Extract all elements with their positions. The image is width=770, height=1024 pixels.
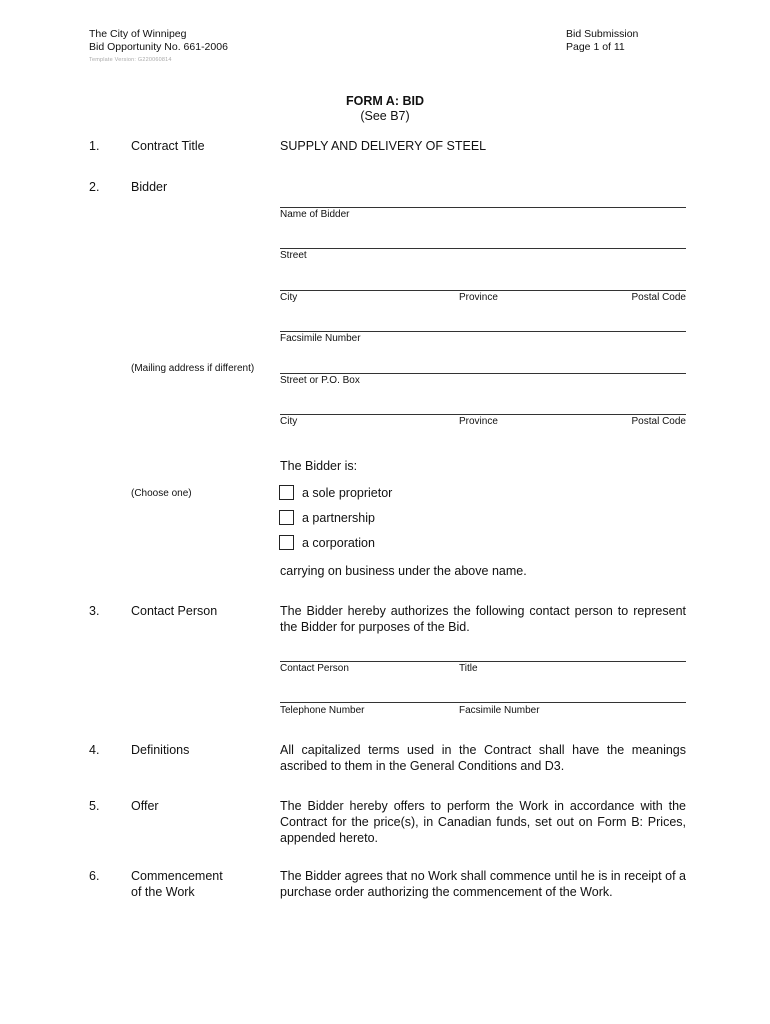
section-1-number: 1. xyxy=(89,139,100,153)
template-version: Template Version: G220060814 xyxy=(89,57,172,63)
section-4-label: Definitions xyxy=(131,743,190,757)
header-right xyxy=(566,28,638,54)
carrying-on-business-text: carrying on business under the above name. xyxy=(280,564,527,578)
offer-text: The Bidder hereby offers to perform the Work in accordance with the Contract for the price(s), in Canadian funds, set out on Form B: Prices, appended hereto. xyxy=(280,799,686,845)
name-of-bidder-label: Name of Bidder xyxy=(280,209,350,220)
corporation-checkbox[interactable] xyxy=(279,535,294,550)
form-subtitle: (See B7) xyxy=(360,109,410,123)
province-label: Province xyxy=(459,292,498,303)
section-5-label: Offer xyxy=(131,799,159,813)
header-city: The City of Winnipeg xyxy=(89,28,187,40)
definitions-text: All capitalized terms used in the Contract shall have the meanings ascribed to them in the General Conditions and D3. xyxy=(280,743,686,773)
choose-one-note: (Choose one) xyxy=(131,488,192,499)
city-province-postal-field[interactable] xyxy=(280,290,686,291)
section-2-label: Bidder xyxy=(131,180,168,194)
form-title: FORM A: BID xyxy=(346,94,424,108)
telephone-number-label: Telephone Number xyxy=(280,705,365,716)
mailing-address-note: (Mailing address if different) xyxy=(131,363,255,374)
street-po-box-label: Street or P.O. Box xyxy=(280,375,360,386)
mailing-city-province-postal-field[interactable] xyxy=(280,414,686,415)
contact-person-title-field[interactable] xyxy=(280,661,686,662)
name-of-bidder-field[interactable] xyxy=(280,207,686,208)
mailing-province-label: Province xyxy=(459,416,498,427)
section-5-number: 5. xyxy=(89,799,100,813)
section-6-number: 6. xyxy=(89,869,100,883)
commencement-text: The Bidder agrees that no Work shall commence until he is in receipt of a purchase order authorizing the commencement of the Work. xyxy=(280,869,686,899)
sole-proprietor-checkbox[interactable] xyxy=(279,485,294,500)
contact-title-label: Title xyxy=(459,663,478,674)
mailing-city-label: City xyxy=(280,416,298,427)
contract-title-value: SUPPLY AND DELIVERY OF STEEL xyxy=(280,139,487,153)
section-6-label-line2: of the Work xyxy=(131,885,195,899)
facsimile-label: Facsimile Number xyxy=(280,333,361,344)
contact-person-text: The Bidder hereby authorizes the following contact person to represent the Bidder for purposes of the Bid. xyxy=(280,604,686,634)
street-label: Street xyxy=(280,250,307,261)
section-4-number: 4. xyxy=(89,743,100,757)
section-2-number: 2. xyxy=(89,180,100,194)
partnership-checkbox[interactable] xyxy=(279,510,294,525)
city-label: City xyxy=(280,292,298,303)
contact-person-label: Contact Person xyxy=(280,663,349,674)
telephone-facsimile-field[interactable] xyxy=(280,702,686,703)
section-3-label: Contact Person xyxy=(131,604,218,618)
header-page-number: Page 1 of 11 xyxy=(566,41,625,53)
header-bid-submission: Bid Submission xyxy=(566,28,639,40)
mailing-postal-code-label: Postal Code xyxy=(631,416,686,427)
facsimile-field[interactable] xyxy=(280,331,686,332)
corporation-label: a corporation xyxy=(302,536,375,550)
sole-proprietor-label: a sole proprietor xyxy=(302,486,393,500)
postal-code-label: Postal Code xyxy=(631,292,686,303)
street-po-box-field[interactable] xyxy=(280,373,686,374)
bidder-is-heading: The Bidder is: xyxy=(280,459,358,473)
section-1-label: Contract Title xyxy=(131,139,205,153)
section-3-number: 3. xyxy=(89,604,100,618)
header-left xyxy=(89,28,228,54)
partnership-label: a partnership xyxy=(302,511,375,525)
section-6-label xyxy=(131,868,223,900)
street-field[interactable] xyxy=(280,248,686,249)
contact-facsimile-label: Facsimile Number xyxy=(459,705,540,716)
section-6-label-line1: Commencement xyxy=(131,869,223,883)
header-bid-opportunity: Bid Opportunity No. 661-2006 xyxy=(89,41,228,53)
